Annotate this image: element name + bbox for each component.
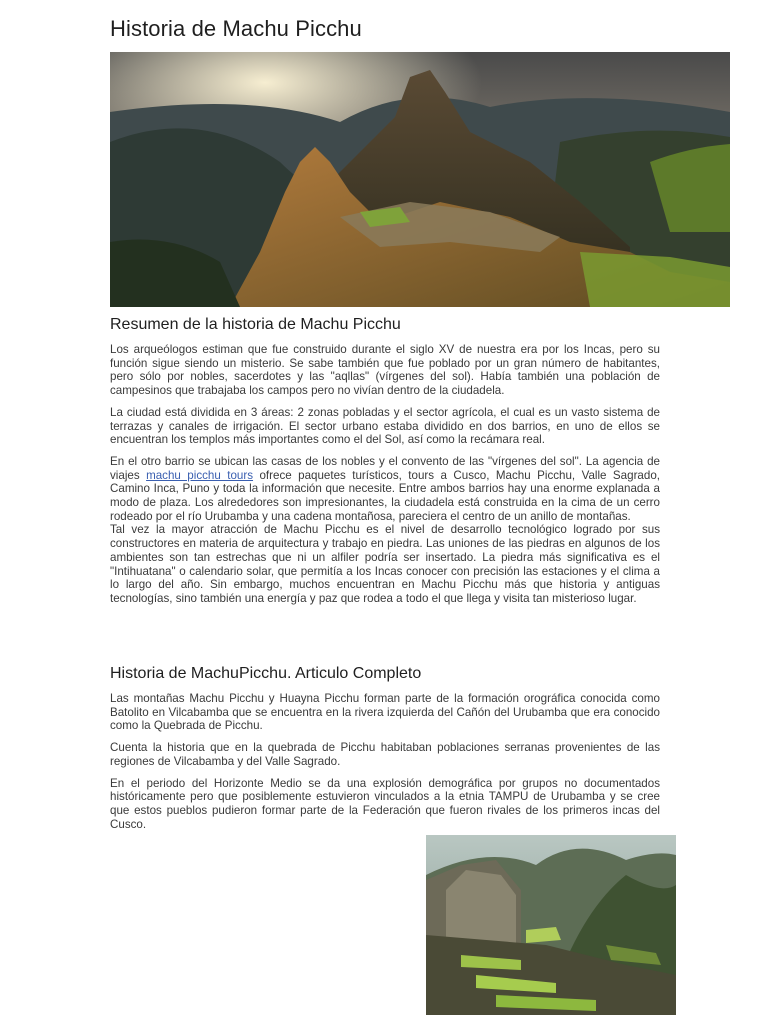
hero-photo [110, 52, 730, 307]
paragraph-text: ofrece paquetes turísticos, tours a Cusco, Machu Picchu, Valle Sagrado, Camino Inca, Puno y toda la información que necesite. Entre ambos barrios hay una enorme explanada a modo de plaza. Los alrededores son impresionantes, la ciudadela está construida en la cima de un cerro rodeado por el río Urubamba y una cadena montañosa, pareciera el centro de un anillo de montañas. [110, 468, 660, 523]
paragraph-text: En el otro barrio se ubican las casas de los nobles y el convento de las "vírgenes del sol". La agencia de viajes [110, 454, 660, 482]
machu-picchu-tours-link[interactable]: machu picchu tours [146, 468, 254, 482]
machu-picchu-landscape-image [110, 52, 730, 307]
section-heading-summary: Resumen de la historia de Machu Picchu [110, 316, 401, 333]
ruins-photo [426, 835, 676, 1015]
paragraph: Cuenta la historia que en la quebrada de Picchu habitaban poblaciones serranas provenientes de las regiones de Vilcabamba y del Valle Sagrado. [110, 741, 660, 768]
paragraph-with-link [110, 455, 660, 524]
paragraph: Los arqueólogos estiman que fue construido durante el siglo XV de nuestra era por los Incas, pero su función sigue siendo un misterio. Se sabe también que fue poblado por un gran número de habitantes, pero sólo por nobles, sacerdotes y las "aqllas" (vírgenes del sol). Había también una población de campesinos que trabajaba los campos pero no vivían dentro de la ciudadela. [110, 343, 660, 398]
section-heading-full-article: Historia de MachuPicchu. Articulo Completo [110, 665, 422, 682]
inca-ruins-image [426, 835, 676, 1015]
paragraph: En el periodo del Horizonte Medio se da una explosión demográfica por grupos no documentados históricamente pero que posiblemente estuvieron vinculados a la etnia TAMPU de Urubamba y se cree que estos pueblos pudieron formar parte de la Federación que fueron rivales de los primeros incas del Cusco. [110, 776, 660, 831]
paragraph: Tal vez la mayor atracción de Machu Picchu es el nivel de desarrollo tecnológico logrado por sus constructores en materia de arquitectura y trabajo en piedra. Las uniones de las piedras en algunos de los ambientes son tan estrechas que ni un alfiler podría ser insertado. La piedra más significativa es el "Intihuatana" o calendario solar, que permitía a los Incas conocer con precisión las estaciones y el clima a lo largo del año. Sin embargo, muchos encuentran en Machu Picchu más que historia y antiguas tecnologías, sino también una energía y paz que rodea a todo el que llega y visita tan misterioso lugar. [110, 523, 660, 605]
summary-text [110, 343, 660, 614]
full-article-text [110, 692, 660, 839]
paragraph: La ciudad está dividida en 3 áreas: 2 zonas pobladas y el sector agrícola, el cual es un vasto sistema de terrazas y canales de irrigación. El sector urbano estaba dividido en dos barrios, en uno de ellos se encuentran los templos más importantes como el del Sol, así como la recámara real. [110, 405, 660, 447]
page-title: Historia de Machu Picchu [110, 16, 362, 41]
paragraph: Las montañas Machu Picchu y Huayna Picchu forman parte de la formación orográfica conocida como Batolito en Vilcabamba que se encuentra en la rivera izquierda del Cañón del Urubamba que era conocido como la Quebrada de Picchu. [110, 692, 660, 733]
